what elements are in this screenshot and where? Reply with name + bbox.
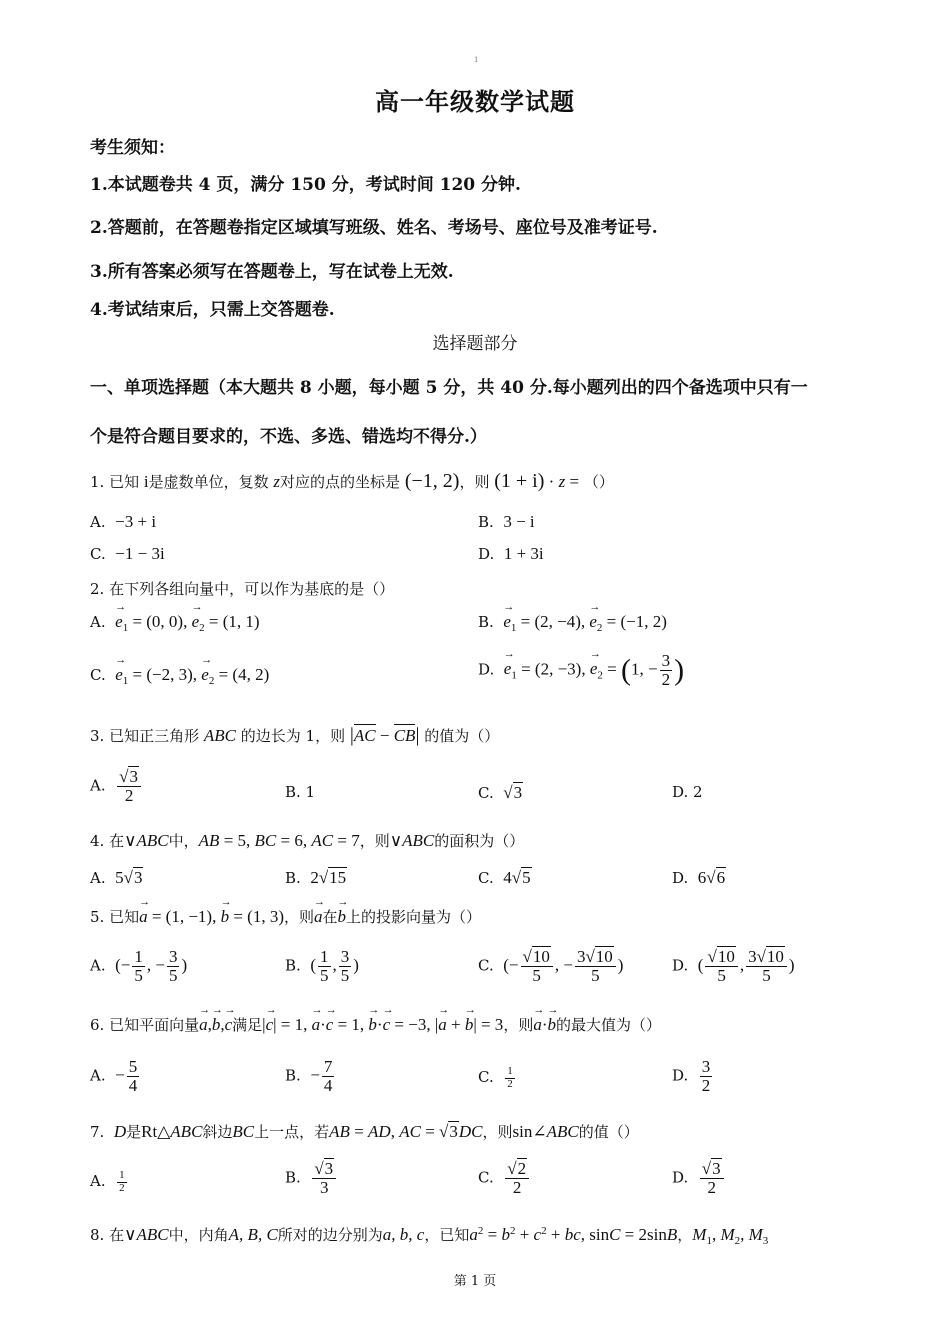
q2-option-c[interactable]: C. → $e_1 = (-2$, 3), → $e_2 = (4$, 2)	[90, 665, 269, 687]
q1-option-b[interactable]: B. 3 − i	[478, 512, 535, 531]
q2-option-b[interactable]: B. → $e_1 = (2$, −4), → $e_2 = (-1$, 2)	[478, 612, 667, 634]
q1-text: （）	[583, 473, 614, 491]
q4-option-d[interactable]: D. 6√6	[672, 868, 726, 887]
notice-item: 1.本试题卷共 4 页，满分 150 分，考试时间 120 分钟.	[90, 175, 521, 195]
q4-option-c[interactable]: C. 4√5	[478, 868, 531, 887]
q1-text: 对应的点的坐标是	[280, 473, 401, 491]
q4-option-a[interactable]: A. 5√3	[90, 868, 143, 887]
q1-option-c[interactable]: C. −1 − 3i	[90, 544, 165, 563]
q3-option-d[interactable]: D. 2	[672, 783, 703, 801]
notice-item: 3.所有答案必须写在答题卷上，写在试卷上无效.	[90, 262, 454, 282]
question-3-stem: 3. 已知正三角形 ABC 的边长为 1，则 |AC − CB| 的值为（）	[90, 724, 500, 746]
q5-option-d[interactable]: D. ( $\frac{√10}{5}$ , $\frac{3√10}{5}$ )	[672, 947, 795, 985]
part-intro-line2: 个是符合题目要求的，不选、多选、错选均不得分.）	[90, 427, 487, 447]
question-7-stem: 7. D是Rt△ABC斜边BC上一点，若AB = AD, AC = √3DC，则sin∠ABC的值（）	[90, 1122, 639, 1141]
question-4-stem: 4. 在∨ABC中，AB = 5, BC = 6, AC = 7，则∨ABC的面积为（）	[90, 831, 525, 850]
notice-heading: 考生须知：	[90, 138, 175, 158]
question-8-stem: 8. 在∨ABC中，内角A, B, C所对的边分别为a, b, c，已知$a^2 = b^2 + c^2$ + bc, sinC = 2sinB，$M_1$, $M_2$, $M_3$	[90, 1225, 769, 1247]
q6-option-d[interactable]: D. $\frac{3}{2}$	[672, 1057, 711, 1095]
section-title: 选择题部分	[432, 334, 518, 354]
q3-option-a[interactable]: A. $\frac{√3}{2}$	[90, 768, 143, 805]
q7-option-d[interactable]: D. $\frac{√3}{2}$	[672, 1160, 726, 1197]
q7-option-b[interactable]: B. $\frac{√3}{3}$	[285, 1160, 338, 1197]
q3-option-b[interactable]: B. 1	[285, 783, 316, 801]
page-footer: 第 1 页	[453, 1274, 497, 1289]
question-2-stem: 2. 在下列各组向量中，可以作为基底的是（）	[90, 580, 395, 598]
page-title: 高一年级数学试题	[375, 87, 575, 116]
notice-item: 4.考试结束后，只需上交答题卷.	[90, 300, 335, 320]
q3-option-c[interactable]: C. √3	[478, 783, 523, 802]
notice-item: 2.答题前，在答题卷指定区域填写班级、姓名、考场号、座位号及准考证号.	[90, 218, 658, 238]
q7-option-a[interactable]: A. $\frac{1}{2}$	[90, 1169, 125, 1194]
question-6-stem: 6. 已知平面向量→ a,→ b,→ c满足|→ c| = 1, → a·→ c = 1, → b·→ c = −3, |→ a + → b| = 3，则→ a·→ b的最大值为（）	[90, 1014, 661, 1035]
q1-option-a[interactable]: A. −3 + i	[90, 512, 157, 531]
q6-option-b[interactable]: B. − $\frac{7}{4}$	[285, 1057, 333, 1095]
q6-option-c[interactable]: C. $\frac{1}{2}$	[478, 1065, 513, 1090]
q1-option-d[interactable]: D. 1 + 3i	[478, 544, 544, 563]
q4-option-b[interactable]: B. 2√15	[285, 868, 347, 887]
part-intro-line1: 一、单项选择题（本大题共 8 小题，每小题 5 分，共 40 分.每小题列出的四个备选项中只有一	[90, 378, 808, 398]
q1-text: ，则	[459, 473, 490, 491]
q1-text: 1. 已知	[90, 473, 140, 491]
q6-option-a[interactable]: A. − $\frac{5}{4}$	[90, 1057, 138, 1095]
q5-option-b[interactable]: B. ( $\frac{1}{5}$ , $\frac{3}{5}$ )	[285, 947, 359, 985]
question-1-stem: 1. 已知 i是虚数单位，复数 z对应的点的坐标是 (−1, 2)，则 (1 + i) · z = （）	[90, 470, 614, 492]
q5-option-c[interactable]: C. (− $\frac{√10}{5}$ , − $\frac{3√10}{5}$ )	[478, 947, 624, 985]
q2-option-a[interactable]: A. → $e_1 = (0$, 0), → $e_2 = (1$, 1)	[90, 612, 260, 634]
q5-option-a[interactable]: A. (− $\frac{1}{5}$ , − $\frac{3}{5}$ )	[90, 947, 188, 985]
header-mark: 1	[474, 56, 479, 64]
q7-option-c[interactable]: C. $\frac{√2}{2}$	[478, 1160, 531, 1197]
q2-option-d[interactable]: D. → $e_1 = (2$, −3), → $e_2 = (1$, − $\frac{3}{2}$ )	[478, 652, 684, 689]
question-5-stem: 5. 已知→ a = (1, −1), → b = (1, 3)，则→ a在→ b上的投影向量为（）	[90, 906, 481, 927]
q1-text: 是虚数单位，复数	[148, 473, 269, 491]
